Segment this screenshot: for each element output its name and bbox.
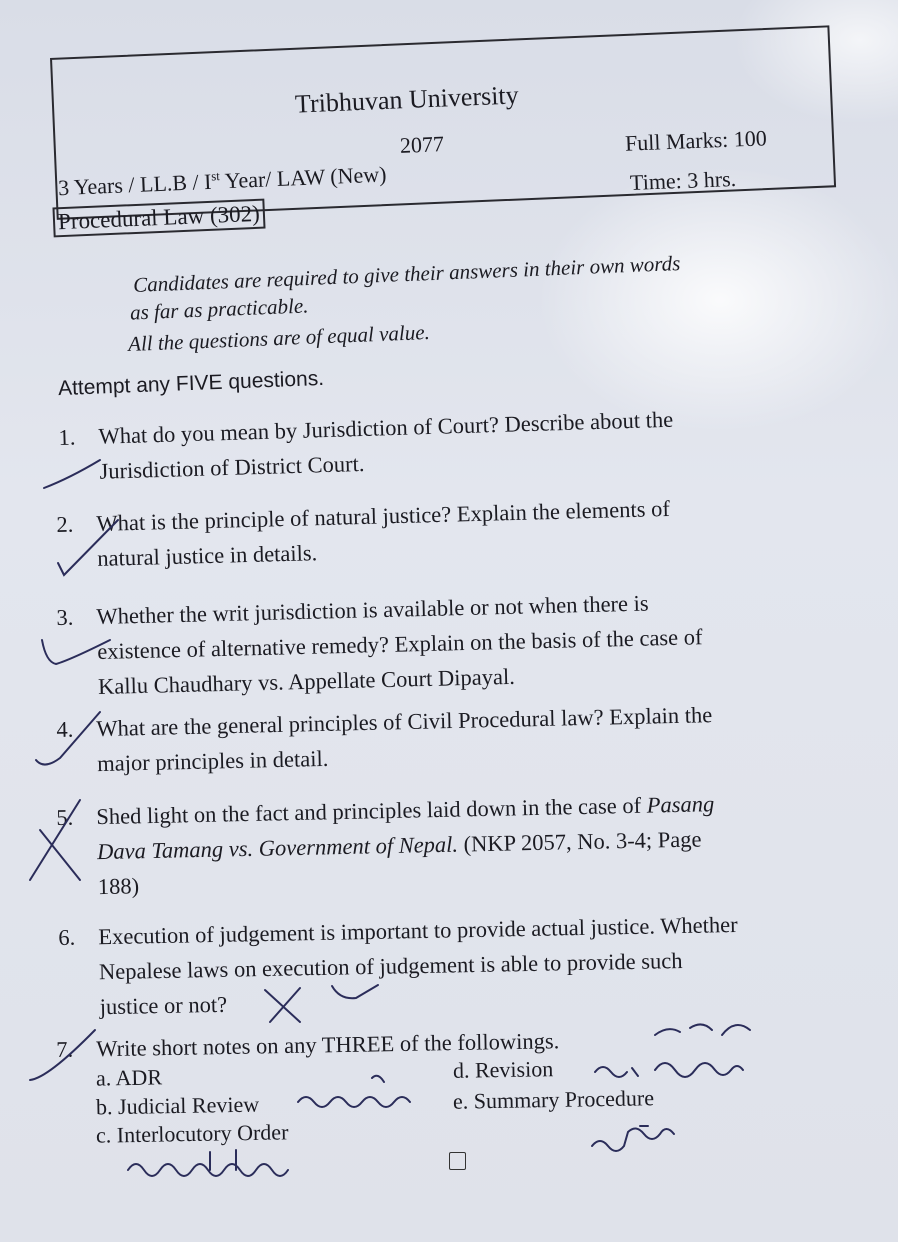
question-line: natural justice in details. (97, 540, 318, 571)
question-line: Kallu Chaudhary vs. Appellate Court Dipayal. (97, 663, 516, 699)
exam-year: 2077 (399, 131, 445, 158)
handwritten-scribble (128, 1150, 288, 1176)
q5-case-name-part2: Dava Tamang vs. Government of Nepal. (96, 831, 459, 865)
question-number: 3. (56, 604, 74, 630)
question-number: 7. (56, 1036, 74, 1062)
question-line: Whether the writ jurisdiction is available or not when there is (96, 590, 649, 630)
pen-tick-mark (44, 460, 100, 488)
handwritten-scribble (655, 1024, 750, 1035)
subject-title: Procedural Law (302) (52, 199, 265, 238)
question-line: Write short notes on any THREE of the followings. (96, 1028, 560, 1062)
course-tail: Year/ LAW (New) (219, 161, 387, 194)
question-number: 1. (58, 424, 76, 450)
question-line: What do you mean by Jurisdiction of Court? Describe about the (98, 406, 674, 449)
exam-time: Time: 3 hrs. (629, 165, 737, 196)
question-line: Nepalese laws on execution of judgement is able to provide such (98, 948, 683, 985)
handwritten-scribble (595, 1063, 743, 1077)
pen-tick-mark (30, 1030, 95, 1080)
question-line: justice or not? (99, 991, 228, 1020)
question-line: Execution of judgement is important to provide actual justice. Whether (98, 911, 738, 950)
question-number: 5. (56, 804, 74, 830)
question-line: 188) (97, 873, 140, 900)
handwritten-scribble (592, 1126, 674, 1151)
pen-tick-mark (42, 640, 110, 664)
question-line: major principles in detail. (96, 745, 329, 777)
full-marks: Full Marks: 100 (624, 125, 768, 156)
pen-cross-mark (265, 988, 300, 1022)
attempt-instruction: Attempt any FIVE questions. (57, 366, 325, 401)
instruction-line-1: Candidates are required to give their answers in their own words (132, 251, 681, 297)
course-sup: st (210, 168, 221, 184)
short-note-b: b. Judicial Review (95, 1091, 260, 1120)
instruction-line-3: All the questions are of equal value. (127, 319, 431, 357)
short-note-c: c. Interlocutory Order (95, 1119, 289, 1148)
pen-cross-mark (30, 800, 80, 880)
question-line: Jurisdiction of District Court. (99, 450, 365, 484)
question-number: 4. (56, 716, 74, 742)
question-number: 2. (56, 511, 74, 537)
university-name: Tribhuvan University (294, 80, 520, 119)
pen-tick-mark (36, 712, 100, 765)
q5-line1-text: Shed light on the fact and principles laid down in the case of (96, 792, 647, 830)
pen-tick-mark (332, 985, 378, 998)
question-number: 6. (58, 924, 76, 950)
q5-case-name-part1: Pasang (646, 791, 715, 818)
q5-citation: (NKP 2057, No. 3-4; Page (457, 826, 702, 857)
handwritten-scribble (298, 1076, 410, 1107)
short-note-d: d. Revision (452, 1056, 554, 1083)
short-note-e: e. Summary Procedure (452, 1085, 655, 1114)
question-line: What are the general principles of Civil Procedural law? Explain the (96, 702, 713, 742)
question-line: What is the principle of natural justice? Explain the elements of (96, 495, 671, 536)
instruction-line-2: as far as practicable. (129, 293, 309, 325)
question-line: existence of alternative remedy? Explain on the basis of the case of (96, 624, 703, 665)
short-note-a: a. ADR (95, 1064, 163, 1091)
course-text: 3 Years / LL.B / I (57, 168, 212, 201)
pen-tick-mark (58, 520, 118, 575)
